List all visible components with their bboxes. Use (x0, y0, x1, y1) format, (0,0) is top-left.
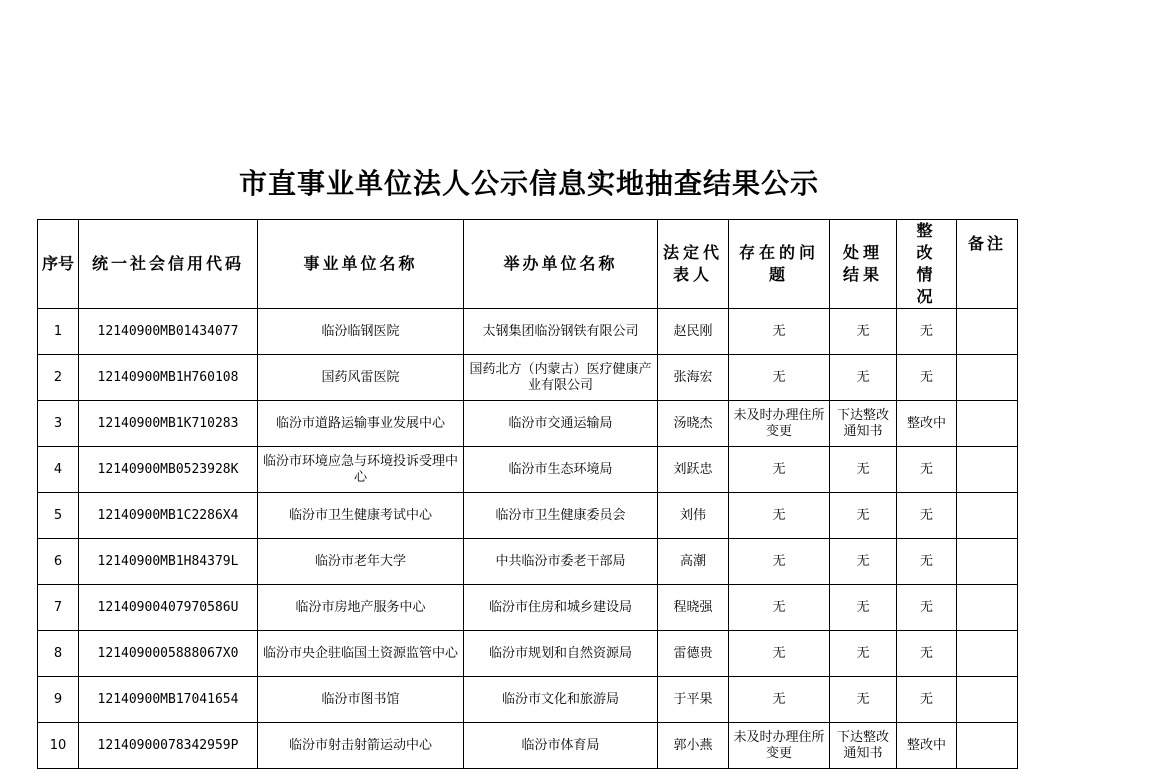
row-handling-cell: 无 (830, 447, 897, 493)
row-issue-cell: 无 (729, 677, 830, 723)
row-unit-name-cell: 临汾临钢医院 (258, 309, 464, 355)
row-handling-cell: 无 (830, 677, 897, 723)
row-credit-code-cell: 12140900MB1H84379L (79, 539, 258, 585)
row-rectify-cell: 无 (897, 309, 957, 355)
row-issue-cell: 无 (729, 585, 830, 631)
row-legal-rep-cell: 程晓强 (658, 585, 729, 631)
row-unit-name-cell: 临汾市央企驻临国土资源监管中心 (258, 631, 464, 677)
row-seq-cell: 10 (38, 723, 79, 769)
row-seq-cell: 5 (38, 493, 79, 539)
row-legal-rep-cell: 刘跃忠 (658, 447, 729, 493)
row-legal-rep-cell: 高潮 (658, 539, 729, 585)
row-unit-name-cell: 临汾市老年大学 (258, 539, 464, 585)
table-row (38, 447, 1018, 493)
row-rectify-cell: 无 (897, 539, 957, 585)
row-seq-cell: 4 (38, 447, 79, 493)
header-rectify: 整改情况 (897, 220, 957, 309)
row-unit-name-cell: 临汾市环境应急与环境投诉受理中心 (258, 447, 464, 493)
header-note: 备注 (957, 220, 1018, 309)
row-sponsor-name-cell: 中共临汾市委老干部局 (464, 539, 658, 585)
row-rectify-cell: 整改中 (897, 401, 957, 447)
row-note-cell (957, 539, 1018, 585)
row-rectify-cell: 无 (897, 631, 957, 677)
row-sponsor-name-cell: 临汾市规划和自然资源局 (464, 631, 658, 677)
row-legal-rep-cell: 郭小燕 (658, 723, 729, 769)
row-credit-code-cell: 1214090005888067X0 (79, 631, 258, 677)
row-rectify-cell: 无 (897, 677, 957, 723)
row-legal-rep-cell: 赵民刚 (658, 309, 729, 355)
row-unit-name-cell: 临汾市图书馆 (258, 677, 464, 723)
row-rectify-cell: 无 (897, 585, 957, 631)
row-credit-code-cell: 12140900MB1C2286X4 (79, 493, 258, 539)
row-seq-cell: 9 (38, 677, 79, 723)
table-row (38, 493, 1018, 539)
row-seq-cell: 8 (38, 631, 79, 677)
row-note-cell (957, 585, 1018, 631)
row-handling-cell: 无 (830, 493, 897, 539)
row-unit-name-cell: 临汾市道路运输事业发展中心 (258, 401, 464, 447)
row-handling-cell: 无 (830, 355, 897, 401)
header-code: 统一社会信用代码 (79, 220, 258, 309)
row-sponsor-name-cell: 临汾市文化和旅游局 (464, 677, 658, 723)
row-note-cell (957, 309, 1018, 355)
row-credit-code-cell: 121409004079705​86U (79, 585, 258, 631)
row-unit-name-cell: 临汾市房地产服务中心 (258, 585, 464, 631)
row-note-cell (957, 723, 1018, 769)
table-row (38, 401, 1018, 447)
row-credit-code-cell: 12140900MB1K710283 (79, 401, 258, 447)
row-note-cell (957, 355, 1018, 401)
row-issue-cell: 无 (729, 539, 830, 585)
row-legal-rep-cell: 汤晓杰 (658, 401, 729, 447)
row-sponsor-name-cell: 临汾市住房和城乡建设局 (464, 585, 658, 631)
row-seq-cell: 3 (38, 401, 79, 447)
header-issue: 存在的问题 (729, 220, 830, 309)
row-credit-code-cell: 12140900MB1H760108 (79, 355, 258, 401)
table-header-row (38, 220, 1018, 309)
table-row (38, 309, 1018, 355)
row-rectify-cell: 无 (897, 493, 957, 539)
row-issue-cell: 无 (729, 447, 830, 493)
row-unit-name-cell: 临汾市射击射箭运动中心 (258, 723, 464, 769)
row-sponsor-name-cell: 太钢集团临汾钢铁有限公司 (464, 309, 658, 355)
row-issue-cell: 无 (729, 355, 830, 401)
page-title: 市直事业单位法人公示信息实地抽查结果公示 (238, 167, 819, 200)
row-sponsor-name-cell: 临汾市体育局 (464, 723, 658, 769)
row-note-cell (957, 493, 1018, 539)
row-rectify-cell: 无 (897, 355, 957, 401)
row-handling-cell: 无 (830, 585, 897, 631)
table-row (38, 723, 1018, 769)
table-row (38, 355, 1018, 401)
row-seq-cell: 6 (38, 539, 79, 585)
row-handling-cell: 无 (830, 539, 897, 585)
row-issue-cell: 无 (729, 309, 830, 355)
header-sponsor: 举办单位名称 (464, 220, 658, 309)
row-issue-cell: 无 (729, 493, 830, 539)
row-legal-rep-cell: 张海宏 (658, 355, 729, 401)
row-issue-cell: 未及时办理住所变更 (729, 723, 830, 769)
header-unit: 事业单位名称 (258, 220, 464, 309)
row-sponsor-name-cell: 临汾市卫生健康委员会 (464, 493, 658, 539)
row-unit-name-cell: 临汾市卫生健康考试中心 (258, 493, 464, 539)
row-credit-code-cell: 12140900078342959P (79, 723, 258, 769)
row-note-cell (957, 677, 1018, 723)
header-handle: 处理结果 (830, 220, 897, 309)
row-rectify-cell: 整改中 (897, 723, 957, 769)
table-row (38, 585, 1018, 631)
row-handling-cell: 无 (830, 309, 897, 355)
row-legal-rep-cell: 刘伟 (658, 493, 729, 539)
row-handling-cell: 下达整改通知书 (830, 401, 897, 447)
row-legal-rep-cell: 雷德贵 (658, 631, 729, 677)
row-note-cell (957, 401, 1018, 447)
row-sponsor-name-cell: 临汾市交通运输局 (464, 401, 658, 447)
row-issue-cell: 无 (729, 631, 830, 677)
table-row (38, 677, 1018, 723)
row-credit-code-cell: 12140900MB0523928K (79, 447, 258, 493)
row-seq-cell: 2 (38, 355, 79, 401)
table-row (38, 631, 1018, 677)
row-sponsor-name-cell: 国药北方（内蒙古）医疗健康产业有限公司 (464, 355, 658, 401)
inspection-results-table (37, 219, 1018, 769)
row-note-cell (957, 447, 1018, 493)
row-seq-cell: 7 (38, 585, 79, 631)
row-rectify-cell: 无 (897, 447, 957, 493)
table-row (38, 539, 1018, 585)
header-rep: 法定代表人 (658, 220, 729, 309)
row-legal-rep-cell: 于平果 (658, 677, 729, 723)
header-seq: 序号 (38, 220, 79, 309)
row-sponsor-name-cell: 临汾市生态环境局 (464, 447, 658, 493)
row-handling-cell: 下达整改通知书 (830, 723, 897, 769)
row-credit-code-cell: 12140900MB17041654 (79, 677, 258, 723)
row-unit-name-cell: 国药风雷医院 (258, 355, 464, 401)
row-seq-cell: 1 (38, 309, 79, 355)
row-credit-code-cell: 12140900MB01434077 (79, 309, 258, 355)
row-issue-cell: 未及时办理住所变更 (729, 401, 830, 447)
row-handling-cell: 无 (830, 631, 897, 677)
row-note-cell (957, 631, 1018, 677)
